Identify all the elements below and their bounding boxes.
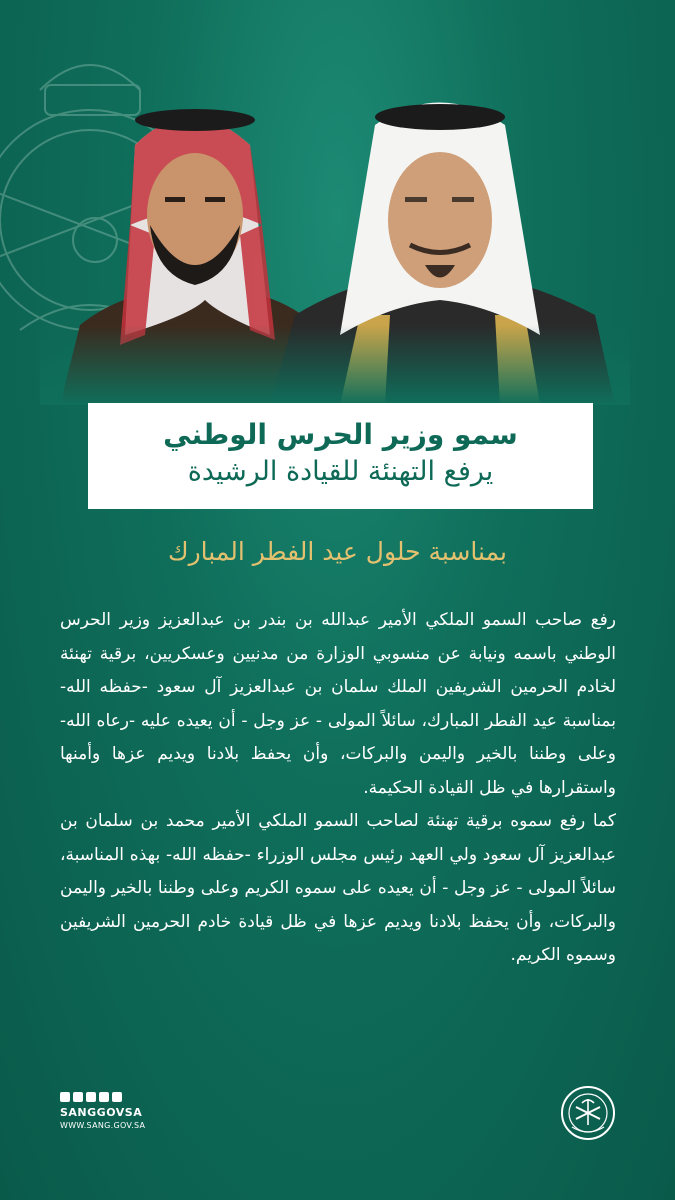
youtube-icon[interactable]: [73, 1092, 83, 1102]
instagram-icon[interactable]: [112, 1092, 122, 1102]
x-icon[interactable]: [99, 1092, 109, 1102]
national-guard-logo-icon: [560, 1085, 616, 1141]
headline-box: [88, 403, 593, 509]
social-icons: [60, 1092, 260, 1102]
occasion-heading: بمناسبة حلول عيد الفطر المبارك: [167, 537, 507, 566]
facebook-icon[interactable]: [60, 1092, 70, 1102]
article-body: [60, 604, 616, 973]
brand-handle: SANGGOVSA: [60, 1106, 143, 1119]
tiktok-icon[interactable]: [86, 1092, 96, 1102]
footer-branding: [60, 1092, 260, 1132]
leaders-portrait: [40, 85, 630, 405]
headline-title: سمو وزير الحرس الوطني: [163, 418, 518, 451]
website-link[interactable]: WWW.SANG.GOV.SA: [60, 1121, 146, 1130]
article-paragraph-2: كما رفع سموه برقية تهنئة لصاحب السمو الملكي الأمير محمد بن سلمان بن عبدالعزيز آل سعود ولي العهد رئيس مجلس الوزراء -حفظه الله- بهذه المناسبة، سائلاً المولى - عز وجل - أن يعيده على سموه الكريم وعلى وطننا بالخير واليمن والبركات، وأن يحفظ بلادنا ويديم عزها في ظل قيادة خادم الحرمين الشريفين وسموه الكريم.: [60, 811, 616, 965]
article-paragraph-1: رفع صاحب السمو الملكي الأمير عبدالله بن بندر بن عبدالعزيز وزير الحرس الوطني باسمه ونيابة عن منسوبي الوزارة من مدنيين وعسكريين، برقية تهنئة لخادم الحرمين الشريفين الملك سلمان بن عبدالعزيز آل سعود -حفظه الله- بمناسبة عيد الفطر المبارك، سائلاً المولى - عز وجل - أن يعيده عليه -رعاه الله- وعلى وطننا بالخير واليمن والبركات، وأن يحفظ بلادنا ويديم عزها وأمنها واستقرارها في ظل القيادة الحكيمة.: [60, 610, 616, 798]
headline-subtitle: يرفع التهنئة للقيادة الرشيدة: [187, 456, 494, 487]
